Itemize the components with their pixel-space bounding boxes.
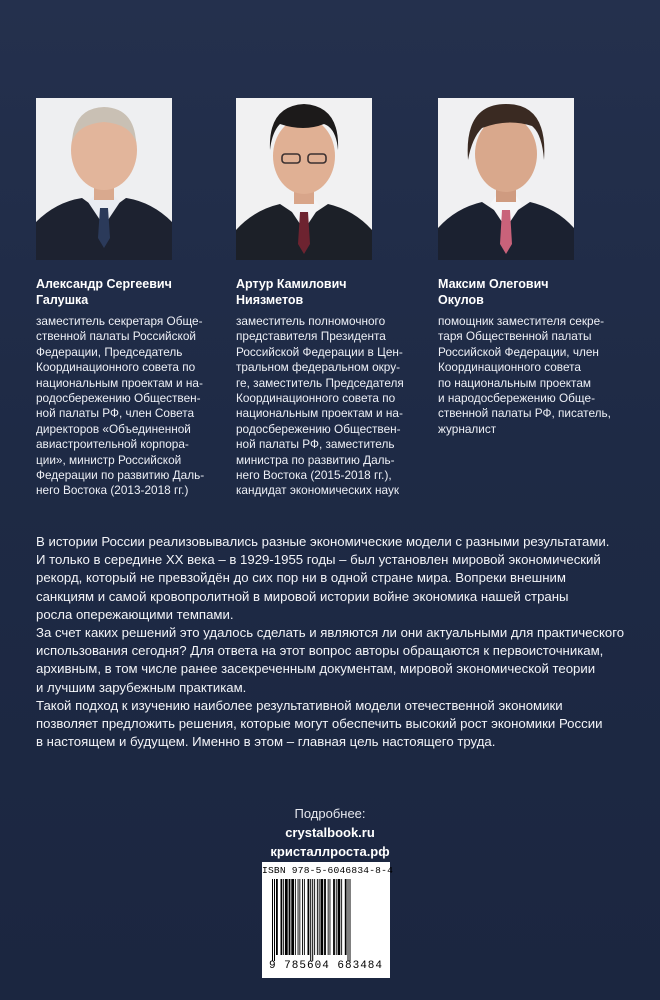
bio-line: таря Общественной палаты <box>438 329 592 344</box>
barcode-guard-bar <box>312 879 313 961</box>
description-paragraph <box>36 624 630 697</box>
bio-line: ной палаты РФ, заместитель <box>236 437 395 452</box>
description-line: и лучшим зарубежным практикам. <box>36 679 247 695</box>
portrait-photo-icon <box>36 98 172 260</box>
bio-line: ственной палаты РФ, писатель, <box>438 406 611 421</box>
barcode-bar <box>328 879 329 955</box>
bio-line: национальным проектам и на- <box>36 375 203 390</box>
bio-line: авиастроительной корпора- <box>36 437 189 452</box>
more-info <box>0 805 660 861</box>
barcode-bar <box>289 879 291 955</box>
barcode-bar <box>299 879 300 955</box>
barcode-bar <box>333 879 335 955</box>
bio-line: заместитель секретаря Обще- <box>36 314 203 328</box>
author-name <box>36 276 236 308</box>
description-line: архивным, в том числе ранее засекреченным документам, мировой экономической теории <box>36 661 596 677</box>
bio-line: ной палаты РФ, член Совета <box>36 406 195 421</box>
barcode-bar <box>317 879 318 955</box>
bio-line: Координационного совета по <box>236 391 396 406</box>
author-surname: Окулов <box>438 293 484 307</box>
isbn-barcode <box>262 862 394 978</box>
description-line: Такой подход к изучению наиболее результативной модели отечественной экономики <box>36 697 563 713</box>
bio-line: директоров «Объединенной <box>36 421 191 436</box>
bio-line: Федерации по развитию Даль- <box>36 468 205 483</box>
author-surname: Галушка <box>36 293 89 307</box>
barcode-bar <box>341 879 342 955</box>
bio-line: Координационного совета <box>438 360 581 375</box>
description-paragraph <box>36 697 630 752</box>
more-info-label: Подробнее: <box>294 806 366 821</box>
author-card <box>438 98 638 437</box>
barcode-bar <box>345 879 347 955</box>
barcode-bar <box>324 879 326 955</box>
description-line: рекорд, который не превзойдён до сих пор ни в одной стране мира. Вопреки внешним <box>36 570 566 586</box>
author-photo <box>36 98 172 260</box>
barcode-bar <box>298 879 299 955</box>
book-description <box>36 533 630 751</box>
bio-line: Федерации, Председатель <box>36 344 183 359</box>
author-bio <box>236 314 436 499</box>
bio-line: ственной палаты Российской <box>36 329 196 344</box>
author-first-names: Александр Сергеевич <box>36 277 172 291</box>
ean-digits: 9 785604 683484 <box>268 960 384 972</box>
author-photo <box>438 98 574 260</box>
bio-line: ге, заместитель Председателя <box>236 375 404 390</box>
barcode-bar <box>319 879 320 955</box>
barcode-bar <box>338 879 341 955</box>
bio-line: журналист <box>438 421 497 436</box>
bio-line: него Востока (2015-2018 гг.), <box>236 468 392 483</box>
bio-line: родосбережению Обществен- <box>236 421 401 436</box>
barcode-bars-icon <box>270 879 382 961</box>
barcode-guard-bar <box>272 879 273 961</box>
description-line: За счет каких решений это удалось сделать и являются ли они актуальными для практического <box>36 625 625 641</box>
barcode-bar <box>281 879 283 955</box>
bio-line: представителя Президента <box>236 329 386 344</box>
barcode-bar <box>285 879 288 955</box>
author-surname: Ниязметов <box>236 293 304 307</box>
barcode-bar <box>330 879 331 955</box>
barcode-guard-bar <box>274 879 275 961</box>
author-bio <box>36 314 236 499</box>
bio-line: Координационного совета по <box>36 360 196 375</box>
website-link-crystalbook[interactable]: crystalbook.ru <box>285 825 375 840</box>
description-line: в настоящем и будущем. Именно в этом – главная цель настоящего труда. <box>36 734 496 750</box>
author-bio <box>438 314 638 437</box>
description-line: позволяет предложить решения, которые могут обеспечить высокий рост экономики России <box>36 716 603 732</box>
portrait-photo-icon <box>236 98 372 260</box>
author-photo <box>236 98 372 260</box>
bio-line: него Востока (2013-2018 гг.) <box>36 483 189 498</box>
barcode-guard-bar <box>348 879 349 961</box>
barcode-guard-bar <box>350 879 351 961</box>
barcode-guard-bar <box>310 879 311 961</box>
bio-line: родосбережению Обществен- <box>36 391 201 406</box>
description-line: санкциям и самой кровопролитной в мировой истории войне экономика нашей страны <box>36 588 569 604</box>
barcode-bar <box>302 879 303 955</box>
barcode-bar <box>336 879 337 955</box>
barcode-bar <box>308 879 310 955</box>
description-line: И только в середине XX века – в 1929-1955 годы – был установлен мировой экономический <box>36 552 601 568</box>
author-card <box>236 98 436 499</box>
bio-line: заместитель полномочного <box>236 314 386 328</box>
bio-line: помощник заместителя секре- <box>438 314 605 328</box>
description-paragraph <box>36 533 630 624</box>
description-line: В истории России реализовывались разные экономические модели с разными результатами. <box>36 534 610 549</box>
barcode-bar <box>295 879 296 955</box>
author-name <box>236 276 436 308</box>
bio-line: министра по развитию Даль- <box>236 452 395 467</box>
bio-line: Российской Федерации в Цен- <box>236 344 403 359</box>
bio-line: тральном федеральном окру- <box>236 360 401 375</box>
bio-line: национальным проектам и на- <box>236 406 403 421</box>
bio-line: по национальным проектам <box>438 375 592 390</box>
website-link-kristallrosta[interactable]: кристаллроста.рф <box>270 844 390 859</box>
bio-line: ции», министр Российской <box>36 452 182 467</box>
author-first-names: Максим Олегович <box>438 277 549 291</box>
bio-line: кандидат экономических наук <box>236 483 400 498</box>
bio-line: Российской Федерации, член <box>438 344 599 359</box>
description-line: росла опережающими темпами. <box>36 606 234 622</box>
portrait-photo-icon <box>438 98 574 260</box>
barcode-bar <box>304 879 305 955</box>
description-line: использования сегодня? Для ответа на этот вопрос авторы обращаются к первоисточникам, <box>36 643 604 659</box>
author-card <box>36 98 236 499</box>
barcode-bar <box>291 879 294 955</box>
isbn-number: ISBN 978-5-6046834-8-4 <box>262 865 394 876</box>
barcode-bar <box>283 879 284 955</box>
barcode-bar <box>314 879 315 955</box>
barcode-bar <box>276 879 278 955</box>
bio-line: и народосбережению Обще- <box>438 391 595 406</box>
barcode-bar <box>321 879 324 955</box>
author-first-names: Артур Камилович <box>236 277 347 291</box>
author-name <box>438 276 638 308</box>
